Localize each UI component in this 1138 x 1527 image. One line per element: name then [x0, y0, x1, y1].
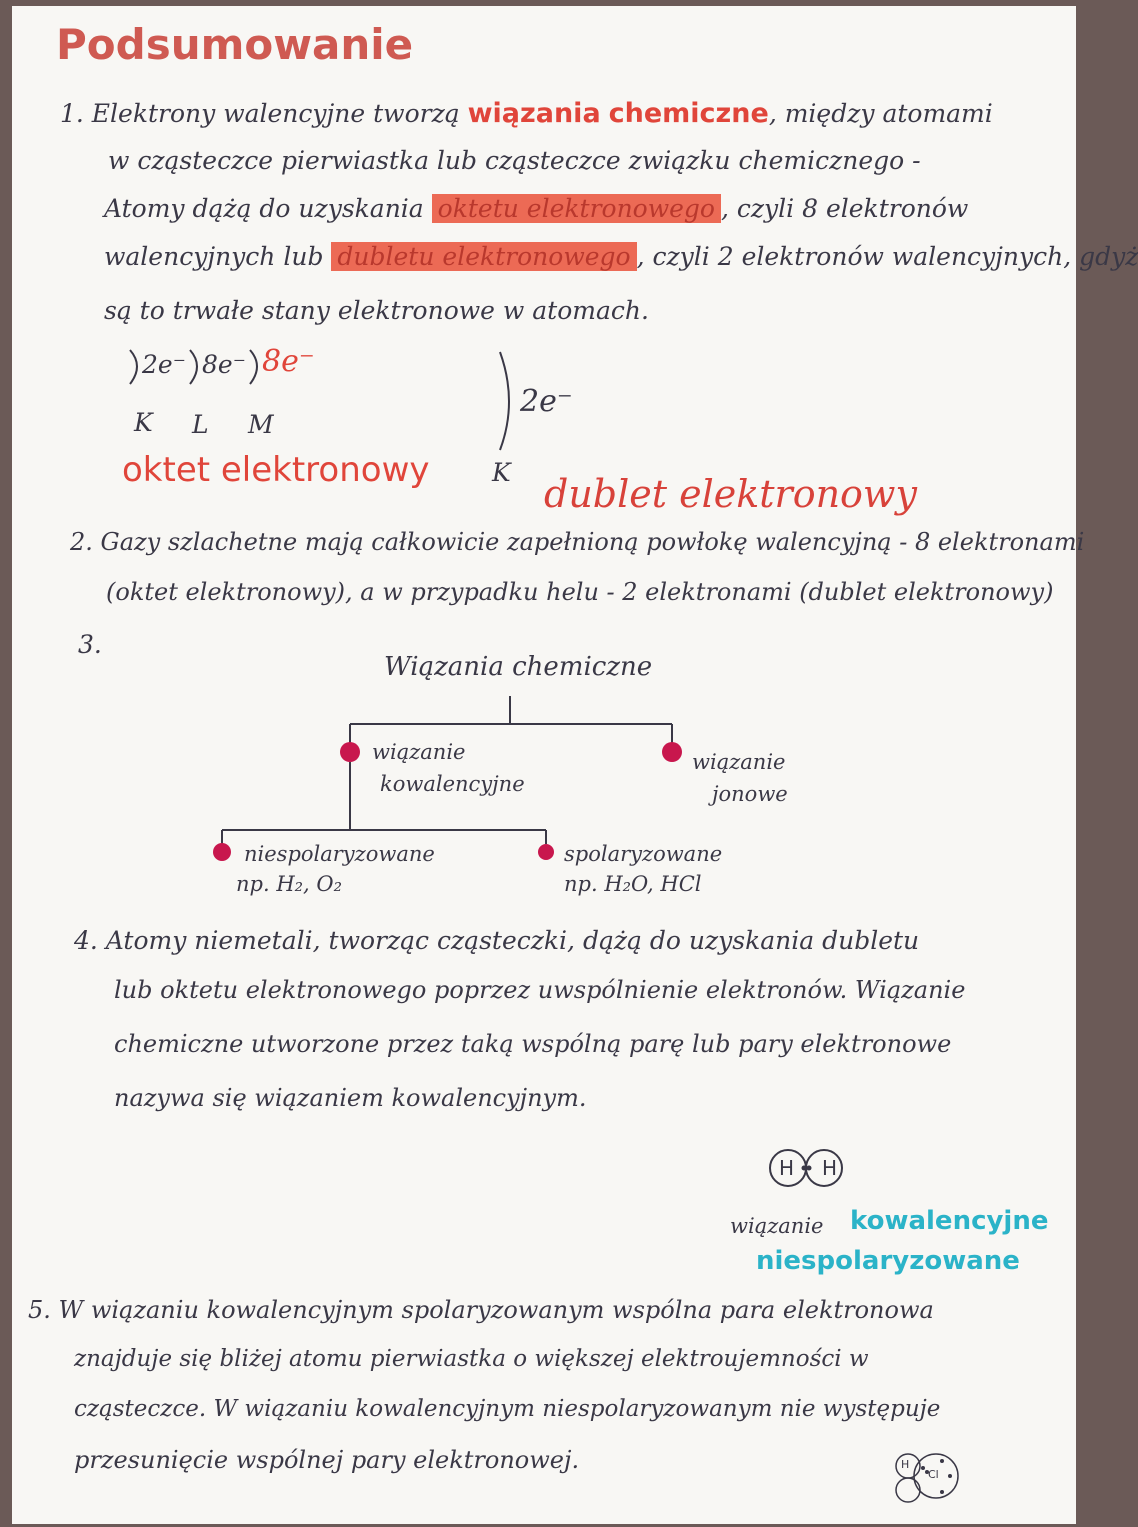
p1-highlight-octet: oktetu elektronowego	[432, 194, 721, 223]
tree-polar-label: spolaryzowane	[564, 842, 723, 866]
p1-line2: w cząsteczce pierwiastka lub cząsteczce związku chemicznego -	[108, 146, 921, 175]
tree-polar-example: np. H₂O, HCl	[564, 872, 702, 896]
octet-label-text: oktet elektronowy	[122, 450, 430, 490]
tree-covalent-line2: kowalencyjne	[380, 772, 525, 796]
p1-line4-b: , czyli 2 elektronów walencyjnych, gdyż	[636, 242, 1138, 271]
doublet-label: dublet elektronowy	[544, 472, 917, 516]
tree-root-label: Wiązania chemiczne	[384, 652, 653, 682]
notebook-page	[12, 6, 1138, 1524]
h2-caption-line2: kowalencyjne	[850, 1206, 1049, 1236]
p4-line3: chemiczne utworzone przez taką wspólną parę lub pary elektronowe	[114, 1030, 952, 1058]
octet-shell-m-count: 8e⁻	[262, 344, 315, 379]
p2-line2: (oktet elektronowy), a w przypadku helu - 2 elektronami (dublet elektronowy)	[106, 578, 1054, 606]
p1-line1-a: 1. Elektrony walencyjne tworzą	[60, 99, 460, 128]
p5-line2: znajduje się bliżej atomu pierwiastka o większej elektroujemności w	[74, 1346, 869, 1372]
h2-caption-line1: wiązanie	[730, 1214, 824, 1238]
p1-keyword-chemical: chemiczne	[608, 98, 769, 129]
octet-shell-l-count: 8e⁻	[202, 350, 246, 379]
tree-ionic-line1: wiązanie	[692, 750, 786, 774]
p4-line2: lub oktetu elektronowego poprzez uwspólnienie elektronów. Wiązanie	[114, 976, 966, 1004]
p1-line5: są to trwałe stany elektronowe w atomach.	[104, 296, 649, 325]
p4-line1: 4. Atomy niemetali, tworząc cząsteczki, dążą do uzyskania dubletu	[74, 926, 920, 955]
p1-line3-b: , czyli 8 elektronów	[720, 194, 969, 223]
h2-caption-line3: niespolaryzowane	[756, 1246, 1020, 1276]
tree-covalent-line1: wiązanie	[372, 740, 466, 764]
hcl-molecule-sketch	[12, 6, 1076, 1524]
h2-atom-b-label: H	[822, 1156, 838, 1180]
p3-number: 3.	[78, 630, 102, 659]
p5-line3: cząsteczce. W wiązaniu kowalencyjnym niespolaryzowanym nie występuje	[74, 1396, 941, 1422]
h2-atom-a-label: H	[779, 1156, 795, 1180]
hcl-h-label: H	[901, 1458, 910, 1471]
tree-nonpolar-label: niespolaryzowane	[244, 842, 435, 866]
p1-highlight-doublet: dubletu elektronowego	[331, 242, 636, 271]
p5-line4: przesunięcie wspólnej pary elektronowej.	[74, 1446, 580, 1474]
tree-ionic-line2: jonowe	[712, 782, 788, 806]
hcl-h-circle-bottom	[896, 1478, 920, 1502]
doublet-k-label: K	[492, 458, 511, 487]
p4-line4: nazywa się wiązaniem kowalencyjnym.	[114, 1084, 587, 1112]
p2-line1: 2. Gazy szlachetne mają całkowicie zapełnioną powłokę walencyjną - 8 elektronami	[70, 528, 1085, 556]
octet-m-label: M	[248, 410, 274, 439]
p1-line1-d: , między atomami	[768, 99, 993, 128]
octet-k-label: K	[134, 408, 153, 437]
octet-l-label: L	[192, 410, 209, 439]
doublet-shell-count: 2e⁻	[520, 384, 573, 419]
tree-nonpolar-example: np. H₂, O₂	[236, 872, 343, 896]
p1-line3-a: Atomy dążą do uzyskania	[104, 194, 424, 223]
octet-shell-k-count: 2e⁻	[142, 350, 186, 379]
page-title: Podsumowanie	[56, 20, 414, 69]
p5-line1: 5. W wiązaniu kowalencyjnym spolaryzowanym wspólna para elektronowa	[28, 1296, 934, 1324]
p1-line4-a: walencyjnych lub	[104, 242, 324, 271]
p1-keyword-bonds: wiązania	[467, 98, 601, 129]
hcl-cl-label: Cl	[928, 1468, 939, 1481]
